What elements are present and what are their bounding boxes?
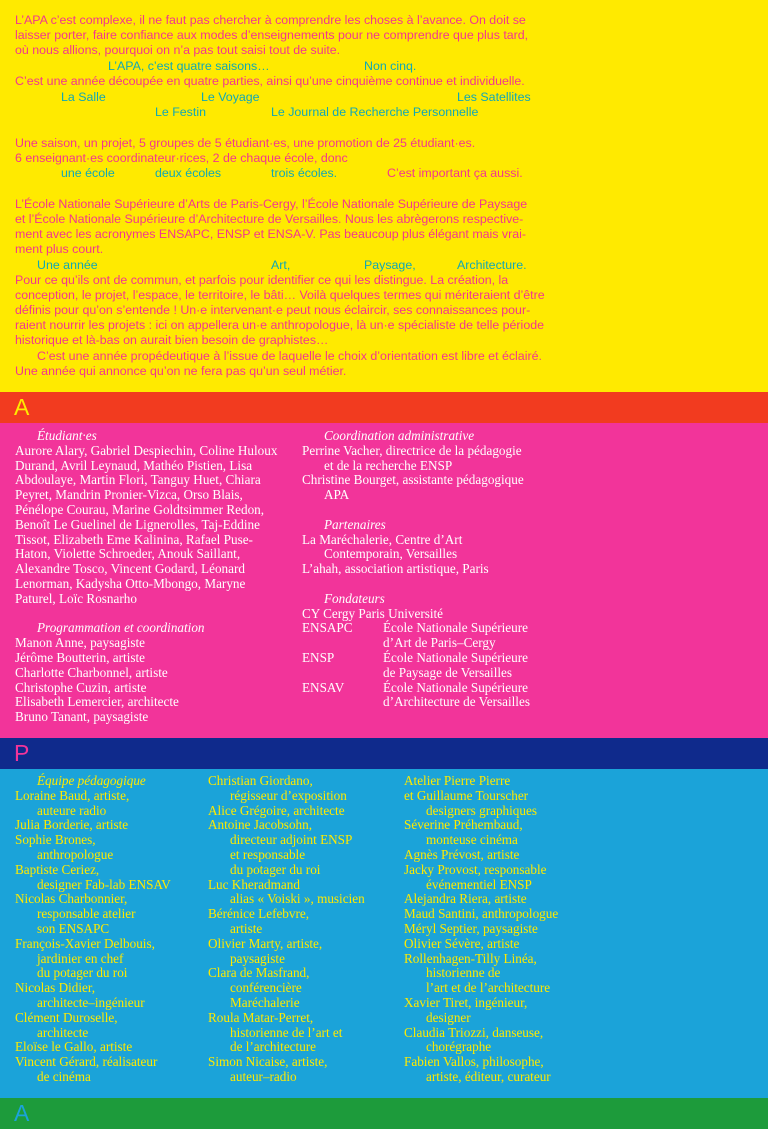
team-line: Jacky Provost, responsable — [404, 861, 547, 877]
team-blue-block — [0, 769, 768, 1098]
team-line: son ENSAPC — [37, 920, 110, 936]
team-line: artiste, éditeur, curateur — [426, 1068, 551, 1084]
team-line: conférencière — [230, 980, 302, 996]
team-line: et Guillaume Tourscher — [404, 787, 529, 803]
part-les-satellites: Les Satellites — [457, 90, 531, 104]
team-line: Maréchalerie — [230, 994, 300, 1010]
founder-name: École Nationale Supérieure — [383, 620, 528, 636]
founder-name: d’Art de Paris–Cergy — [383, 635, 496, 651]
team-line: Alice Grégoire, architecte — [208, 802, 345, 818]
important-text: C’est important ça aussi. — [387, 166, 523, 180]
team-line: Eloïse le Gallo, artiste — [15, 1039, 133, 1055]
coordination-column — [302, 429, 762, 710]
team-column-1 — [15, 774, 205, 1085]
team-line: Alejandra Riera, artiste — [404, 891, 527, 907]
word-une-annee: Une année — [37, 258, 98, 272]
team-line: Loraine Baud, artiste, — [15, 787, 130, 803]
team-line: Fabien Vallos, philosophe, — [404, 1054, 544, 1070]
team-line: Xavier Tiret, ingénieur, — [404, 994, 528, 1010]
intro-line: Une année qui annonce qu’on ne fera pas qu’un seul métier. — [15, 364, 347, 378]
credits-pink-block — [0, 423, 768, 738]
two-schools: deux écoles — [155, 166, 222, 180]
partner-line: L’ahah, association artistique, Paris — [302, 561, 489, 577]
team-line: alias « Voiski », musicien — [230, 891, 365, 907]
founder-row — [302, 621, 762, 651]
band-p-navy — [0, 738, 768, 769]
band-letter: A — [14, 1100, 30, 1126]
three-schools: trois écoles. — [271, 166, 338, 180]
team-line: historienne de — [426, 965, 501, 981]
team-line: Baptiste Ceriez, — [15, 861, 100, 877]
team-line: et responsable — [230, 846, 306, 862]
team-line: jardinier en chef — [37, 950, 124, 966]
partners-heading: Partenaires — [324, 516, 386, 532]
team-line: designer — [426, 1009, 471, 1025]
team-line: responsable atelier — [37, 906, 136, 922]
team-line: designer Fab-lab ENSAV — [37, 876, 171, 892]
part-la-salle: La Salle — [61, 90, 106, 104]
programming-line: Christophe Cuzin, artiste — [15, 679, 147, 695]
intro-line: raient nourrir les projets : ici on appellera un·e anthropologue, là un·e spécialiste de telle période — [15, 318, 544, 332]
team-line: chorégraphe — [426, 1039, 492, 1055]
student-line: Abdoulaye, Martin Flori, Tanguy Huet, Chiara — [15, 472, 261, 488]
band-letter: P — [14, 740, 30, 766]
team-line: designers graphiques — [426, 802, 537, 818]
team-line: Méryl Septier, paysagiste — [404, 920, 538, 936]
team-line: Luc Kheradmand — [208, 876, 300, 892]
team-line: Nicolas Charbonnier, — [15, 891, 128, 907]
team-line: Atelier Pierre Pierre — [404, 773, 511, 788]
team-line: monteuse cinéma — [426, 832, 518, 848]
founder-name: École Nationale Supérieure — [383, 649, 528, 665]
team-line: l’art et de l’architecture — [426, 980, 551, 996]
team-line: architecte — [37, 1024, 89, 1040]
programming-line: Elisabeth Lemercier, architecte — [15, 694, 179, 710]
student-line: Haton, Violette Schroeder, Anouk Saillant, — [15, 546, 241, 562]
team-line: auteure radio — [37, 802, 107, 818]
team-line: événementiel ENSP — [426, 876, 532, 892]
intro-line: où nous allions, pourquoi on n’a pas tout saisi tout de suite. — [15, 43, 341, 57]
programming-line: Jérôme Boutterin, artiste — [15, 649, 146, 665]
intro-line: conception, le projet, l’espace, le territoire, le bâti… Voilà quelques termes qui mériteraient d’être — [15, 288, 545, 302]
team-line: Agnès Prévost, artiste — [404, 846, 520, 862]
intro-line: laisser porter, faire confiance aux modes d’enseignements pour ne comprendre que plus tard, — [15, 28, 529, 42]
team-line: Vincent Gérard, réalisateur — [15, 1054, 158, 1070]
word-architecture: Architecture. — [457, 258, 527, 272]
part-le-voyage: Le Voyage — [201, 90, 260, 104]
team-line: auteur–radio — [230, 1068, 297, 1084]
intro-line: L’École Nationale Supérieure d’Arts de Paris-Cergy, l’École Nationale Supérieure de Paysage — [15, 197, 528, 211]
intro-line: C’est une année découpée en quatre parties, ainsi qu’une cinquième continue et individuelle. — [15, 74, 525, 88]
student-line: Aurore Alary, Gabriel Despiechin, Coline Huloux — [15, 442, 278, 458]
programming-line: Bruno Tanant, paysagiste — [15, 709, 149, 725]
team-line: Rollenhagen-Tilly Linéa, — [404, 950, 537, 966]
word-paysage: Paysage, — [364, 258, 416, 272]
team-line: Nicolas Didier, — [15, 980, 96, 996]
student-line: Durand, Avril Leynaud, Mathéo Pistien, Lisa — [15, 457, 253, 473]
team-line: Simon Nicaise, artiste, — [208, 1054, 328, 1070]
student-line: Alexandre Tosco, Vincent Godard, Léonard — [15, 561, 245, 577]
partner-line: Contemporain, Versailles — [324, 546, 458, 562]
team-line: Bérénice Lefebvre, — [208, 906, 310, 922]
intro-line: ment plus court. — [15, 242, 104, 256]
programming-heading: Programmation et coordination — [37, 620, 205, 636]
team-line: du potager du roi — [37, 965, 128, 981]
coordination-line: et de la recherche ENSP — [324, 457, 453, 473]
team-line: Maud Santini, anthropologue — [404, 906, 559, 922]
coordination-heading: Coordination administrative — [324, 428, 475, 443]
band-a-red — [0, 392, 768, 423]
team-line: Christian Giordano, — [208, 773, 313, 788]
team-column-2 — [208, 774, 400, 1085]
student-line: Tissot, Elizabeth Eme Kalinina, Rafael Puse- — [15, 531, 253, 547]
team-line: Roula Matar-Perret, — [208, 1009, 314, 1025]
team-line: directeur adjoint ENSP — [230, 832, 353, 848]
intro-line: 6 enseignant·es coordinateur·rices, 2 de chaque école, donc — [15, 151, 348, 165]
coordination-line: Perrine Vacher, directrice de la pédagogie — [302, 442, 522, 458]
founder-name: de Paysage de Versailles — [383, 664, 513, 680]
team-line: artiste — [230, 920, 263, 936]
band-a-green — [0, 1098, 768, 1129]
founders-university: CY Cergy Paris Université — [302, 605, 444, 621]
intro-line: C’est une année propédeutique à l’issue de laquelle le choix d’orientation est libre et éclairé. — [37, 349, 542, 363]
team-line: régisseur d’exposition — [230, 787, 347, 803]
intro-line: définis pour qu’on s’entende ! Un·e intervenant·e peut nous éclaircir, ses connaissances pour- — [15, 303, 531, 317]
team-line: Clara de Masfrand, — [208, 965, 310, 981]
team-line: de cinéma — [37, 1068, 91, 1084]
part-le-festin: Le Festin — [155, 105, 206, 119]
seasons-text: L’APA, c’est quatre saisons… — [108, 59, 270, 73]
team-line: Clément Duroselle, — [15, 1009, 118, 1025]
founders-heading: Fondateurs — [324, 590, 385, 606]
coordination-line: APA — [324, 487, 350, 503]
founder-acronym: ENSP — [302, 649, 335, 665]
student-line: Pénélope Courau, Marine Goldtsimmer Redon, — [15, 501, 265, 517]
student-line: Lenorman, Kadysha Otto-Mbongo, Maryne — [15, 575, 246, 591]
intro-line: Une saison, un projet, 5 groupes de 5 étudiant·es, une promotion de 25 étudiant·es. — [15, 136, 476, 150]
team-column-3 — [404, 774, 764, 1085]
team-line: Julia Borderie, artiste — [15, 817, 129, 833]
founder-acronym: ENSAPC — [302, 620, 353, 636]
team-line: architecte–ingénieur — [37, 994, 145, 1010]
team-line: de l’architecture — [230, 1039, 317, 1055]
partner-line: La Maréchalerie, Centre d’Art — [302, 531, 463, 547]
intro-section — [0, 0, 768, 392]
team-heading: Équipe pédagogique — [37, 773, 146, 788]
team-line: Claudia Triozzi, danseuse, — [404, 1024, 544, 1040]
founder-name: d’Architecture de Versailles — [383, 694, 530, 710]
intro-line: et l’École Nationale Supérieure d’Architecture de Versailles. Nous les abrègerons respective- — [15, 212, 524, 226]
team-line: François-Xavier Delbouis, — [15, 935, 155, 951]
coordination-line: Christine Bourget, assistante pédagogique — [302, 472, 524, 488]
student-line: Peyret, Mandrin Pronier-Vizca, Orso Blais, — [15, 487, 243, 503]
founder-name: École Nationale Supérieure — [383, 679, 528, 695]
team-line: Antoine Jacobsohn, — [208, 817, 313, 833]
band-letter: A — [14, 394, 30, 420]
part-journal: Le Journal de Recherche Personnelle — [271, 105, 479, 119]
programming-line: Charlotte Charbonnel, artiste — [15, 664, 168, 680]
student-line: Benoît Le Guelinel de Lignerolles, Taj-Eddine — [15, 516, 260, 532]
founder-row — [302, 651, 762, 681]
team-line: Olivier Sévère, artiste — [404, 935, 520, 951]
team-line: Séverine Préhembaud, — [404, 817, 523, 833]
student-line: Paturel, Loïc Rosnarho — [15, 590, 137, 606]
founder-row — [302, 681, 762, 711]
intro-line: Pour ce qu’ils ont de commun, et parfois pour identifier ce qui les distingue. La création, la — [15, 273, 509, 287]
students-heading: Étudiant·es — [37, 428, 97, 443]
not-five-text: Non cinq. — [364, 59, 417, 73]
team-line: Olivier Marty, artiste, — [208, 935, 323, 951]
team-line: Sophie Brones, — [15, 832, 96, 848]
programming-line: Manon Anne, paysagiste — [15, 635, 146, 651]
intro-line: L’APA c’est complexe, il ne faut pas chercher à comprendre les choses à l’avance. On doit se — [15, 13, 526, 27]
intro-line: ment avec les acronymes ENSAPC, ENSP et ENSA-V. Pas beaucoup plus élégant mais vrai- — [15, 227, 527, 241]
students-column — [15, 429, 300, 725]
one-school: une école — [61, 166, 115, 180]
word-art: Art, — [271, 258, 291, 272]
team-line: paysagiste — [230, 950, 285, 966]
team-line: du potager du roi — [230, 861, 321, 877]
intro-line: historique et là-bas on aurait bien besoin de graphistes… — [15, 333, 329, 347]
founder-acronym: ENSAV — [302, 679, 345, 695]
team-line: anthropologue — [37, 846, 114, 862]
team-line: historienne de l’art et — [230, 1024, 343, 1040]
